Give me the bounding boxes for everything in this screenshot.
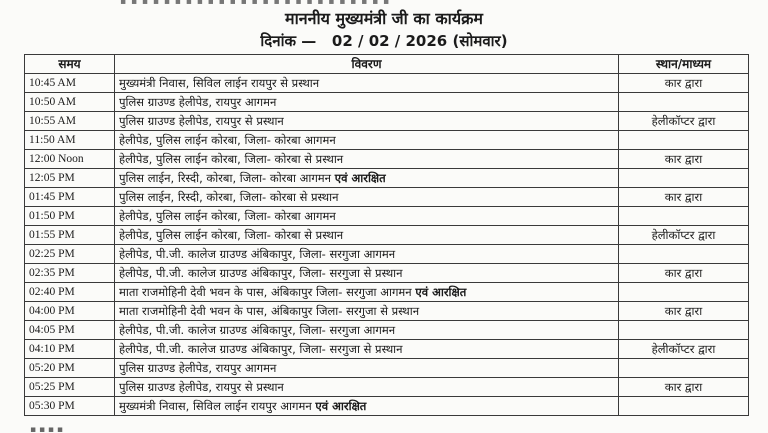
table-row (25, 245, 749, 264)
row-time: 05:25 PM (25, 378, 115, 397)
row-mode: कार द्वारा (619, 188, 749, 207)
row-time: 12:05 PM (25, 169, 115, 188)
row-description-text: हेलीपेड, पी.जी. कालेज ग्राउण्ड अंबिकापुर, जिला- सरगुजा आगमन (119, 322, 396, 337)
row-description (115, 245, 619, 264)
date-label: दिनांक — (260, 32, 317, 50)
page-title: माननीय मुख्यमंत्री जी का कार्यक्रम (285, 9, 483, 28)
row-description (115, 378, 619, 397)
row-description-text: हेलीपेड, पी.जी. कालेज ग्राउण्ड अंबिकापुर, जिला- सरगुजा आगमन (119, 246, 396, 261)
row-mode: हेलीकॉप्टर द्वारा (619, 112, 749, 131)
table-body (25, 74, 749, 416)
row-description-text: माता राजमोहिनी देवी भवन के पास, अंबिकापुर जिला- सरगुजा से प्रस्थान (119, 303, 420, 318)
row-time: 11:50 AM (25, 131, 115, 150)
table-row (25, 302, 749, 321)
row-description (115, 150, 619, 169)
row-time: 10:50 AM (25, 93, 115, 112)
row-time: 01:50 PM (25, 207, 115, 226)
row-time: 01:55 PM (25, 226, 115, 245)
row-description-text: मुख्यमंत्री निवास, सिविल लाईन रायपुर आगमन (119, 398, 312, 413)
row-description-text: पुलिस लाईन, रिस्दी, कोरबा, जिला- कोरबा आगमन (119, 170, 332, 185)
row-emphasis: एवं आरक्षित (315, 398, 367, 413)
row-description (115, 264, 619, 283)
row-mode: कार द्वारा (619, 74, 749, 93)
table-row (25, 112, 749, 131)
row-description (115, 74, 619, 93)
row-mode (619, 359, 749, 378)
row-time: 02:35 PM (25, 264, 115, 283)
row-description-text: माता राजमोहिनी देवी भवन के पास, अंबिकापुर जिला- सरगुजा आगमन (119, 284, 412, 299)
row-description-text: हेलीपेड, पुलिस लाईन कोरबा, जिला- कोरबा आगमन (119, 132, 336, 147)
row-description-text: पुलिस ग्राउण्ड हेलीपेड, रायपुर से प्रस्थान (119, 379, 284, 394)
row-time: 05:20 PM (25, 359, 115, 378)
row-time: 04:10 PM (25, 340, 115, 359)
row-description (115, 283, 619, 302)
row-description (115, 93, 619, 112)
row-time: 12:00 Noon (25, 150, 115, 169)
row-emphasis: एवं आरक्षित (334, 170, 386, 185)
row-mode (619, 169, 749, 188)
table-row (25, 169, 749, 188)
header-description: विवरण (115, 55, 619, 74)
row-description-text: हेलीपेड, पुलिस लाईन कोरबा, जिला- कोरबा से प्रस्थान (119, 227, 344, 242)
row-description (115, 226, 619, 245)
table-row (25, 150, 749, 169)
table-row (25, 340, 749, 359)
row-description (115, 131, 619, 150)
row-mode: कार द्वारा (619, 378, 749, 397)
table-row (25, 207, 749, 226)
table-row (25, 74, 749, 93)
row-mode (619, 93, 749, 112)
row-time: 04:05 PM (25, 321, 115, 340)
row-description (115, 340, 619, 359)
row-description-text: पुलिस ग्राउण्ड हेलीपेड, रायपुर आगमन (119, 360, 277, 375)
row-time: 10:55 AM (25, 112, 115, 131)
row-mode: कार द्वारा (619, 302, 749, 321)
row-description-text: हेलीपेड, पी.जी. कालेज ग्राउण्ड अंबिकापुर, जिला- सरगुजा से प्रस्थान (119, 265, 403, 280)
date-line (0, 31, 768, 51)
table-row (25, 283, 749, 302)
row-time: 10:45 AM (25, 74, 115, 93)
row-mode: कार द्वारा (619, 264, 749, 283)
date-value: 02 / 02 / 2026 (331, 32, 448, 50)
row-time: 01:45 PM (25, 188, 115, 207)
table-row (25, 321, 749, 340)
row-description (115, 397, 619, 416)
row-mode (619, 321, 749, 340)
row-description (115, 321, 619, 340)
row-description-text: हेलीपेड, पुलिस लाईन कोरबा, जिला- कोरबा आगमन (119, 208, 336, 223)
row-description-text: पुलिस ग्राउण्ड हेलीपेड, रायपुर आगमन (119, 94, 277, 109)
table-row (25, 359, 749, 378)
table-row (25, 397, 749, 416)
row-mode: हेलीकॉप्टर द्वारा (619, 340, 749, 359)
header-time: समय (25, 55, 115, 74)
weekday: (सोमवार) (452, 32, 508, 50)
row-description-text: हेलीपेड, पी.जी. कालेज ग्राउण्ड अंबिकापुर, जिला- सरगुजा से प्रस्थान (119, 341, 403, 356)
row-description (115, 302, 619, 321)
row-description-text: पुलिस ग्राउण्ड हेलीपेड, रायपुर से प्रस्थान (119, 113, 284, 128)
cropped-top-text: ▪ ▪ ▪ ▪ ▪ ▪ ▪ ▪ ▪ ▪ ▪ ▪ ▪ ▪ ▪ ▪ ▪ ▪ ▪ ▪ ▪ ▪ ▪ ▪ ▪ (120, 0, 391, 5)
row-time: 05:30 PM (25, 397, 115, 416)
table-row (25, 93, 749, 112)
row-description-text: पुलिस लाईन, रिस्दी, कोरबा, जिला- कोरबा से प्रस्थान (119, 189, 339, 204)
row-emphasis: एवं आरक्षित (415, 284, 467, 299)
header-mode: स्थान/माध्यम (619, 55, 749, 74)
cropped-bottom-text: ▪ ▪ ▪ ▪ (30, 426, 63, 433)
row-time: 02:40 PM (25, 283, 115, 302)
row-description (115, 359, 619, 378)
table-header-row (25, 55, 749, 74)
table-row (25, 264, 749, 283)
row-description (115, 188, 619, 207)
table-row (25, 226, 749, 245)
row-time: 04:00 PM (25, 302, 115, 321)
row-description-text: हेलीपेड, पुलिस लाईन कोरबा, जिला- कोरबा से प्रस्थान (119, 151, 344, 166)
row-mode (619, 283, 749, 302)
row-mode (619, 207, 749, 226)
table-row (25, 378, 749, 397)
row-description (115, 207, 619, 226)
schedule-table (24, 54, 749, 416)
row-description-text: मुख्यमंत्री निवास, सिविल लाईन रायपुर से प्रस्थान (119, 75, 320, 90)
row-description (115, 112, 619, 131)
row-mode (619, 131, 749, 150)
row-mode: कार द्वारा (619, 150, 749, 169)
row-description (115, 169, 619, 188)
table-row (25, 131, 749, 150)
row-mode (619, 245, 749, 264)
row-mode: हेलीकॉप्टर द्वारा (619, 226, 749, 245)
row-time: 02:25 PM (25, 245, 115, 264)
row-mode (619, 397, 749, 416)
table-row (25, 188, 749, 207)
